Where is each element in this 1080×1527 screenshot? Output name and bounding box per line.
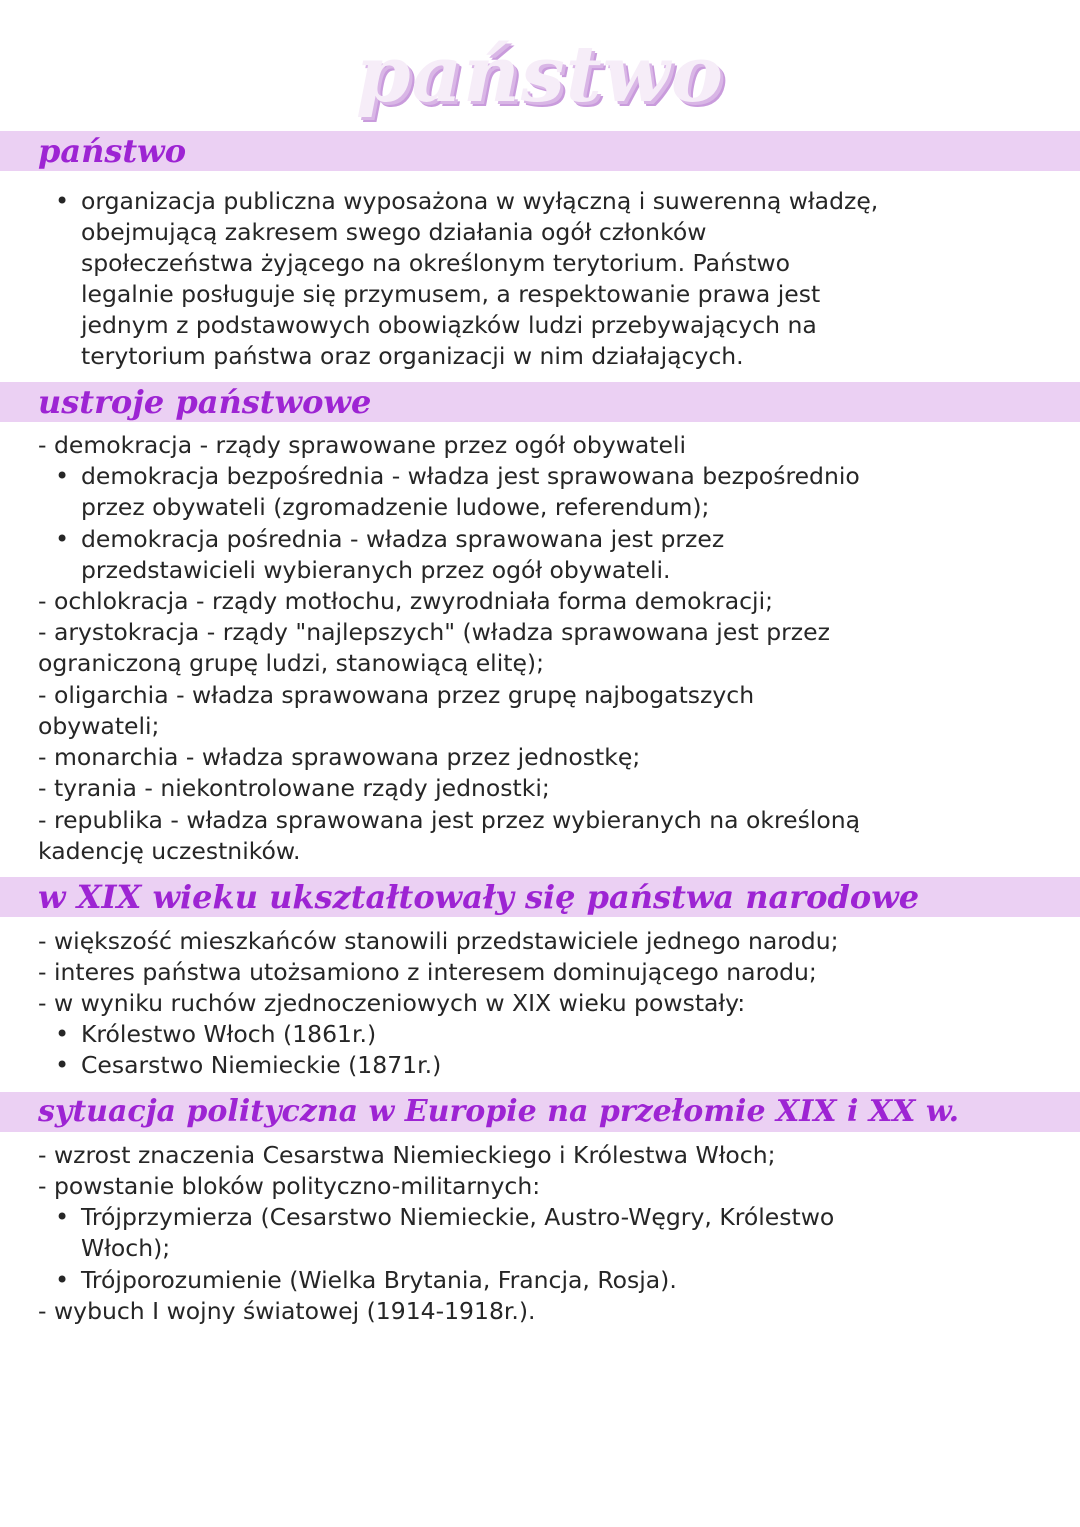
bullet-icon: •: [55, 462, 70, 490]
text-line: społeczeństwa żyjącego na określonym terytorium. Państwo: [81, 249, 791, 277]
section-heading-xix-wiek: w XIX wieku ukształtowały się państwa narodowe: [38, 878, 920, 916]
bullet-icon: •: [55, 1203, 70, 1231]
text-line: Trójprzymierza (Cesarstwo Niemieckie, Austro-Węgry, Królestwo: [81, 1203, 835, 1231]
text-line: obejmującą zakresem swego działania ogół członków: [81, 218, 707, 246]
text-line: - ochlokracja - rządy motłochu, zwyrodniała forma demokracji;: [38, 587, 774, 615]
text-line: Królestwo Włoch (1861r.): [81, 1020, 377, 1048]
text-line: - monarchia - władza sprawowana przez jednostkę;: [38, 743, 641, 771]
bullet-icon: •: [55, 525, 70, 553]
text-line: - republika - władza sprawowana jest przez wybieranych na określoną: [38, 806, 861, 834]
text-line: przez obywateli (zgromadzenie ludowe, referendum);: [81, 493, 710, 521]
page-title: państwo: [356, 29, 724, 120]
text-line: - powstanie bloków polityczno-militarnych:: [38, 1172, 541, 1200]
text-line: terytorium państwa oraz organizacji w nim działających.: [81, 342, 744, 370]
text-line: Włoch);: [81, 1234, 171, 1262]
text-line: - w wyniku ruchów zjednoczeniowych w XIX wieku powstały:: [38, 989, 746, 1017]
text-line: - oligarchia - władza sprawowana przez grupę najbogatszych: [38, 681, 755, 709]
text-line: obywateli;: [38, 712, 160, 740]
text-line: - tyrania - niekontrolowane rządy jednostki;: [38, 774, 550, 802]
text-line: ograniczoną grupę ludzi, stanowiącą elitę);: [38, 649, 544, 677]
text-line: legalnie posługuje się przymusem, a respektowanie prawa jest: [81, 280, 821, 308]
bullet-icon: •: [55, 187, 70, 215]
text-line: - wybuch I wojny światowej (1914-1918r.).: [38, 1297, 536, 1325]
text-line: - wzrost znaczenia Cesarstwa Niemieckiego i Królestwa Włoch;: [38, 1141, 776, 1169]
text-line: Trójporozumienie (Wielka Brytania, Francja, Rosja).: [81, 1266, 677, 1294]
text-line: demokracja pośrednia - władza sprawowana jest przez: [81, 525, 725, 553]
section-heading-ustroje: ustroje państwowe: [38, 383, 372, 421]
text-line: - interes państwa utożsamiono z interesem dominującego narodu;: [38, 958, 817, 986]
text-line: jednym z podstawowych obowiązków ludzi przebywających na: [81, 311, 817, 339]
text-line: Cesarstwo Niemieckie (1871r.): [81, 1051, 442, 1079]
text-line: organizacja publiczna wyposażona w wyłączną i suwerenną władzę,: [81, 187, 879, 215]
text-line: kadencję uczestników.: [38, 837, 301, 865]
section-heading-sytuacja: sytuacja polityczna w Europie na przełomie XIX i XX w.: [38, 1094, 960, 1129]
bullet-icon: •: [55, 1051, 70, 1079]
text-line: przedstawicieli wybieranych przez ogół obywateli.: [81, 556, 671, 584]
bullet-icon: •: [55, 1020, 70, 1048]
section-heading-panstwo: państwo: [38, 132, 187, 170]
text-line: - arystokracja - rządy "najlepszych" (władza sprawowana jest przez: [38, 618, 830, 646]
text-line: - większość mieszkańców stanowili przedstawiciele jednego narodu;: [38, 927, 839, 955]
bullet-icon: •: [55, 1266, 70, 1294]
text-line: - demokracja - rządy sprawowane przez ogół obywateli: [38, 431, 687, 459]
text-line: demokracja bezpośrednia - władza jest sprawowana bezpośrednio: [81, 462, 860, 490]
